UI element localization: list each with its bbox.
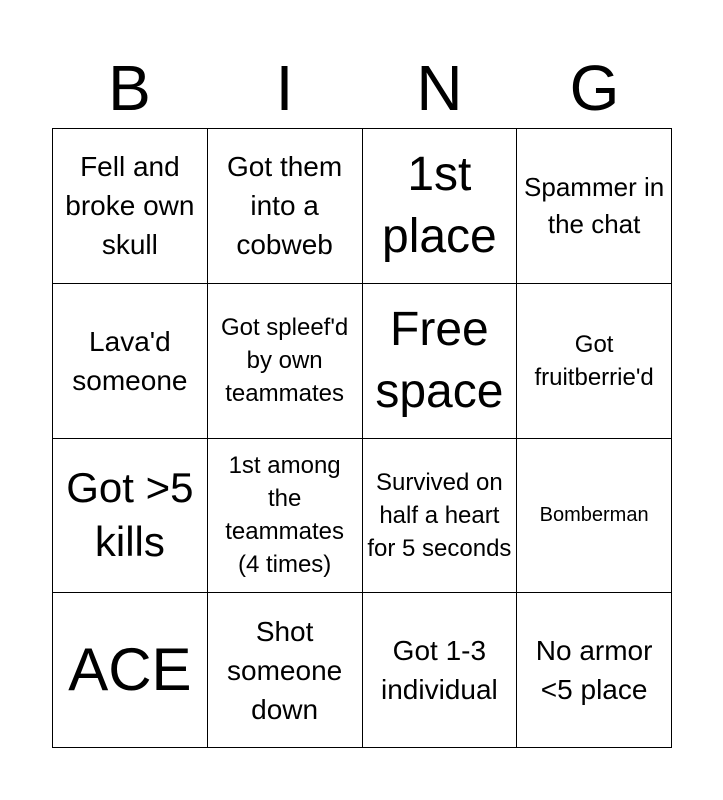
bingo-cell-text: ACE xyxy=(68,636,192,704)
bingo-cell-r4c3[interactable] xyxy=(363,593,518,748)
bingo-cell-text: Fell and broke own skull xyxy=(65,151,195,261)
bingo-header xyxy=(52,48,672,128)
bingo-cell-text: Got them into a cobweb xyxy=(227,151,343,261)
bingo-cell-r2c3[interactable] xyxy=(363,284,518,439)
bingo-cell-r3c2[interactable] xyxy=(208,439,363,594)
header-letter-g: G xyxy=(569,52,620,124)
bingo-cell-r2c1[interactable] xyxy=(53,284,208,439)
bingo-cell-text: 1st among the teammates (4 times) xyxy=(225,452,344,579)
bingo-cell-r1c1[interactable] xyxy=(53,129,208,284)
header-letter-i: I xyxy=(275,52,294,124)
bingo-cell-r2c2[interactable] xyxy=(208,284,363,439)
bingo-card-grid xyxy=(52,128,672,748)
bingo-cell-r4c2[interactable] xyxy=(208,593,363,748)
bingo-cell-text: Spammer in the chat xyxy=(524,171,665,239)
bingo-cell-r2c4[interactable] xyxy=(517,284,672,439)
header-letter-n: N xyxy=(416,52,463,124)
bingo-cell-r3c1[interactable] xyxy=(53,439,208,594)
bingo-cell-text: Got spleef'd by own teammates xyxy=(220,314,349,408)
header-letter-b: B xyxy=(108,52,151,124)
bingo-cell-r1c2[interactable] xyxy=(208,129,363,284)
bingo-cell-text: Got >5 kills xyxy=(66,464,194,566)
bingo-cell-text: Lava'd someone xyxy=(72,325,188,396)
bingo-cell-r1c4[interactable] xyxy=(517,129,672,284)
bingo-cell-text: Got 1-3 individual xyxy=(381,635,498,706)
bingo-cell-r4c1[interactable] xyxy=(53,593,208,748)
bingo-cell-r3c4[interactable] xyxy=(517,439,672,594)
bingo-cell-text: Bomberman xyxy=(539,504,649,527)
bingo-cell-r1c3[interactable] xyxy=(363,129,518,284)
bingo-cell-text: 1st place xyxy=(382,147,497,263)
bingo-cell-text: Free space xyxy=(375,302,504,418)
bingo-cell-text: No armor <5 place xyxy=(535,635,653,706)
bingo-cell-r3c3[interactable] xyxy=(363,439,518,594)
bingo-cell-r4c4[interactable] xyxy=(517,593,672,748)
bingo-cell-text: Shot someone down xyxy=(227,615,343,725)
bingo-cell-text: Got fruitberrie'd xyxy=(534,330,654,391)
bingo-cell-text: Survived on half a heart for 5 seconds xyxy=(367,468,512,562)
